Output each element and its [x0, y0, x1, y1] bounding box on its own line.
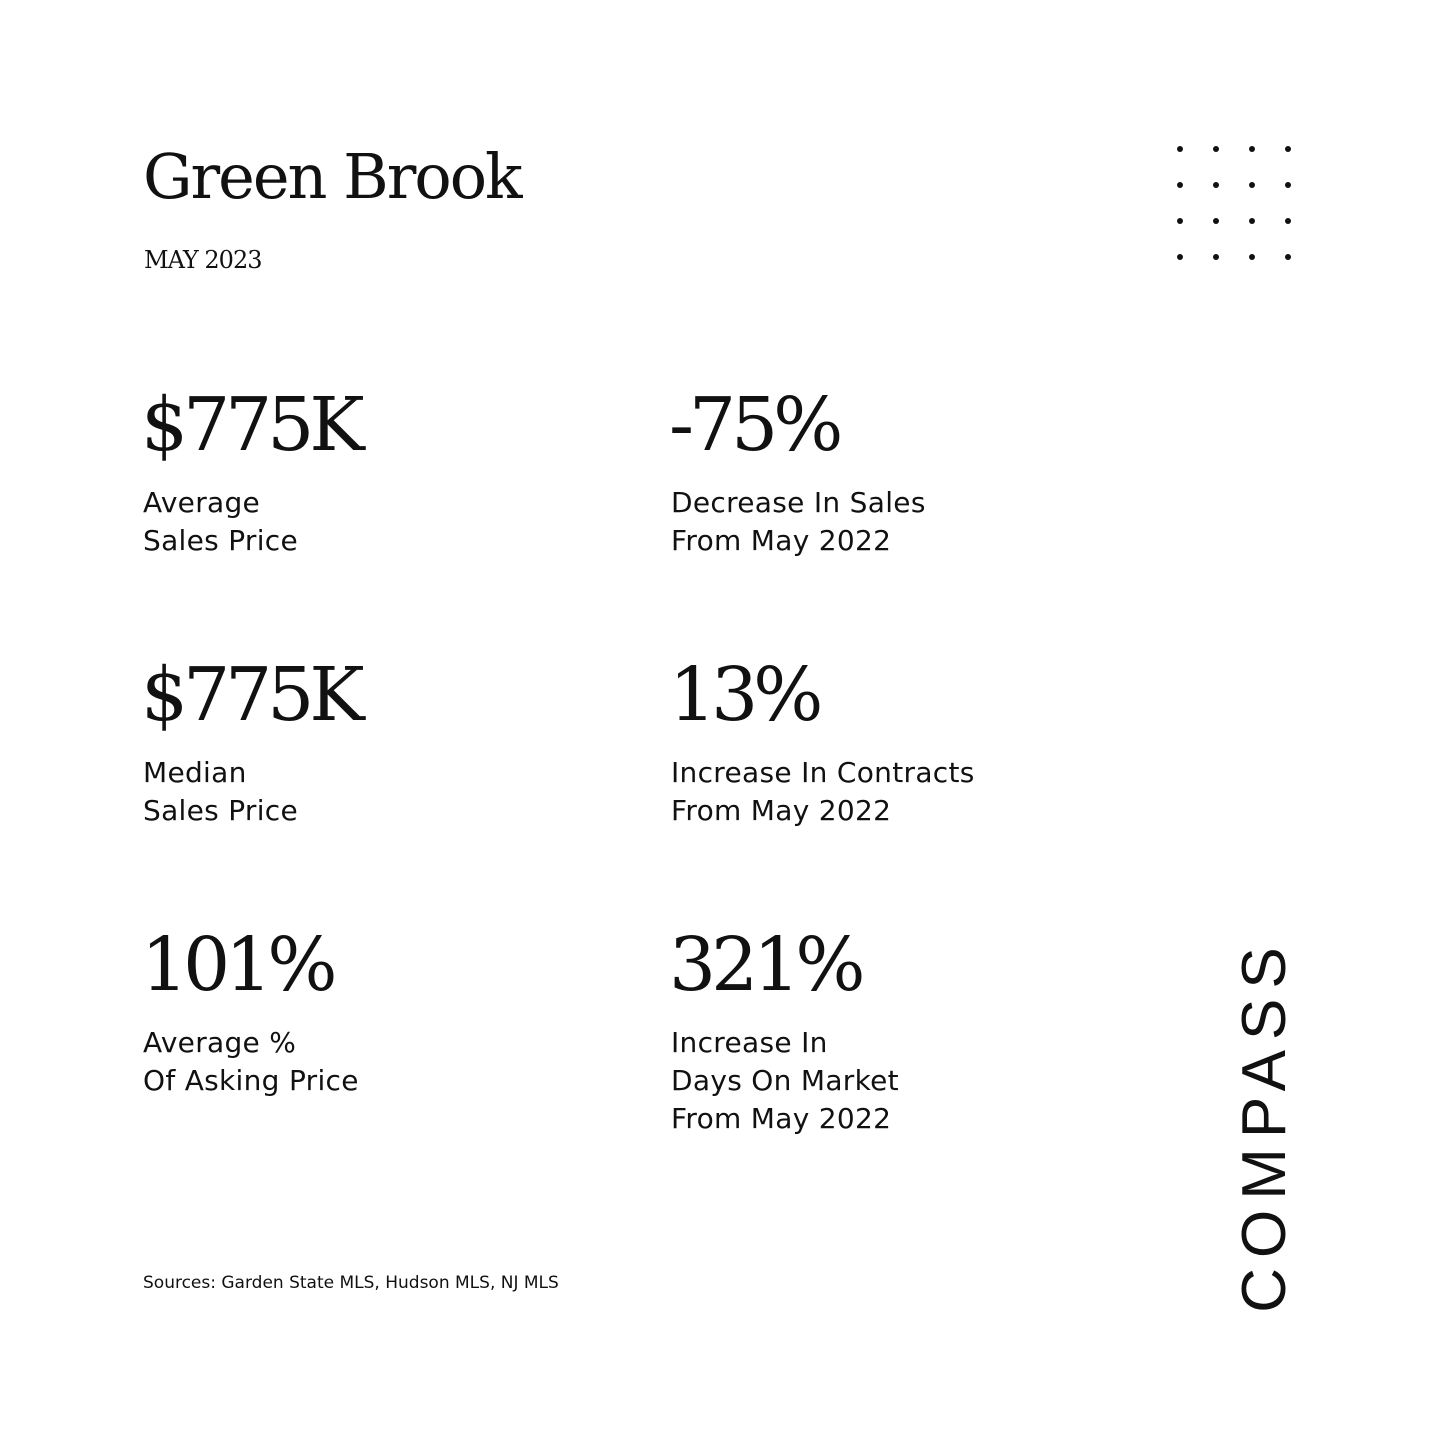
stat-value: -75% — [669, 382, 839, 468]
stat-value: 321% — [669, 922, 861, 1008]
stat-label-line: Sales Price — [143, 794, 299, 827]
page-title: Green Brook — [143, 140, 521, 213]
dot — [1285, 146, 1291, 152]
compass-logo-text: COMPASS — [1230, 937, 1299, 1313]
stat-label-line: Increase In Contracts — [671, 756, 975, 789]
stat-average-sales-price — [141, 382, 613, 560]
stat-label-line: Sales Price — [143, 524, 299, 557]
stat-label-line: Days On Market — [671, 1064, 899, 1097]
stat-label-line: Increase In — [671, 1026, 828, 1059]
dot-grid-icon — [1175, 144, 1301, 270]
stat-label — [671, 754, 1141, 830]
dot — [1213, 218, 1219, 224]
dot — [1177, 254, 1183, 260]
stat-label — [671, 484, 1141, 560]
stat-label-line: Decrease In Sales — [671, 486, 926, 519]
dot — [1249, 254, 1255, 260]
stat-value: 13% — [669, 652, 819, 738]
dot — [1177, 218, 1183, 224]
dot — [1249, 218, 1255, 224]
stat-label — [671, 1024, 1141, 1138]
report-date: MAY 2023 — [144, 246, 262, 274]
stat-value: $775K — [141, 382, 360, 468]
stat-days-on-market-change — [669, 922, 1141, 1138]
stat-value: $775K — [141, 652, 360, 738]
stat-label-line: Of Asking Price — [143, 1064, 359, 1097]
stat-label — [143, 1024, 613, 1100]
stat-label-line: Average % — [143, 1026, 297, 1059]
stat-label-line: From May 2022 — [671, 1102, 892, 1135]
dot — [1249, 146, 1255, 152]
dot — [1213, 182, 1219, 188]
stat-contracts-change — [669, 652, 1141, 830]
stat-label-line: From May 2022 — [671, 524, 892, 557]
dot — [1213, 254, 1219, 260]
stat-label-line: Average — [143, 486, 261, 519]
stat-label — [143, 754, 613, 830]
stat-value: 101% — [141, 922, 333, 1008]
dot — [1177, 146, 1183, 152]
stat-label — [143, 484, 613, 560]
dot — [1249, 182, 1255, 188]
sources-footnote: Sources: Garden State MLS, Hudson MLS, NJ MLS — [143, 1273, 559, 1293]
stat-sales-change — [669, 382, 1141, 560]
stat-median-sales-price — [141, 652, 613, 830]
dot — [1285, 218, 1291, 224]
dot — [1213, 146, 1219, 152]
dot — [1285, 182, 1291, 188]
stat-label-line: From May 2022 — [671, 794, 892, 827]
dot — [1177, 182, 1183, 188]
dot — [1285, 254, 1291, 260]
stat-average-asking-price — [141, 922, 613, 1100]
stat-label-line: Median — [143, 756, 247, 789]
